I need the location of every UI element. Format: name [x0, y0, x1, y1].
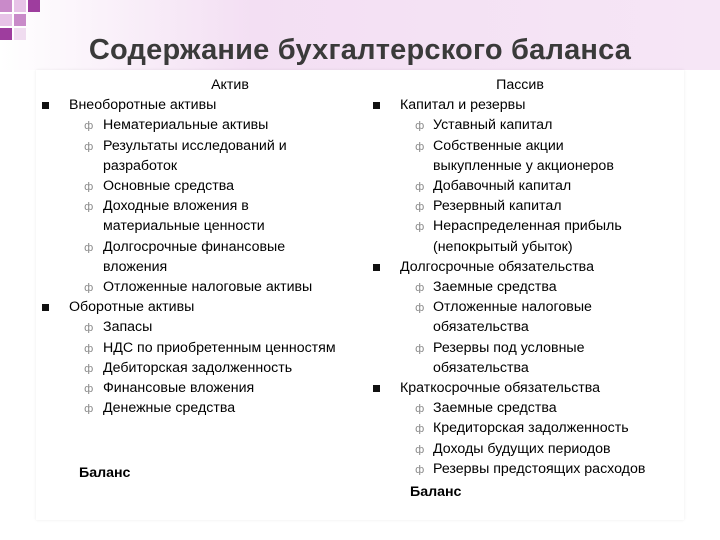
- right-sub-bullet-icon: ф: [415, 422, 425, 436]
- decor-square: [14, 14, 26, 26]
- left-sub-bullet-icon: ф: [84, 119, 94, 133]
- right-group-bullet: [373, 264, 380, 271]
- right-item: Резервы предстоящих расходов: [433, 460, 646, 477]
- left-item: Долгосрочные финансовые: [103, 238, 286, 255]
- right-sub-bullet-icon: ф: [415, 341, 425, 355]
- right-header: Пассив: [496, 77, 544, 93]
- left-sub-bullet-icon: ф: [84, 139, 94, 153]
- right-group-label: Капитал и резервы: [400, 97, 526, 114]
- left-sub-bullet-icon: ф: [84, 200, 94, 214]
- right-item: Отложенные налоговые: [433, 299, 592, 316]
- left-sub-bullet-icon: ф: [84, 240, 94, 254]
- left-item: вложения: [103, 258, 168, 275]
- right-item: Резервы под условные: [433, 339, 585, 356]
- left-item: НДС по приобретенным ценностям: [103, 339, 336, 356]
- left-item: разработок: [103, 157, 178, 174]
- decor-square: [0, 14, 12, 26]
- left-group-label: Внеоборотные активы: [69, 97, 217, 114]
- left-sub-bullet-icon: ф: [84, 180, 94, 193]
- decor-square: [14, 0, 26, 12]
- left-sub-bullet-icon: ф: [84, 402, 94, 416]
- left-item: Финансовые вложения: [103, 380, 255, 396]
- right-sub-bullet-icon: ф: [415, 281, 425, 294]
- left-item: Основные средства: [103, 178, 234, 194]
- right-sub-bullet-icon: ф: [415, 442, 425, 456]
- left-group-bullet: [42, 102, 49, 109]
- right-total: Баланс: [410, 484, 462, 500]
- left-sub-bullet-icon: ф: [84, 382, 94, 395]
- right-item: Добавочный капитал: [433, 178, 572, 194]
- right-item: Собственные акции: [433, 137, 564, 154]
- right-group-bullet: [373, 385, 380, 392]
- left-item: Результаты исследований и: [103, 137, 287, 154]
- left-item: материальные ценности: [103, 218, 265, 235]
- right-item: Заемные средства: [433, 279, 557, 295]
- left-sub-bullet-icon: ф: [84, 321, 94, 335]
- left-item: Денежные средства: [103, 400, 236, 417]
- right-item: Доходы будущих периодов: [433, 440, 611, 457]
- right-item: обязательства: [433, 319, 529, 336]
- left-total: Баланс: [79, 465, 131, 481]
- right-item: Кредиторская задолженность: [433, 420, 629, 437]
- right-sub-bullet-icon: ф: [415, 139, 425, 153]
- decor-square: [0, 0, 12, 12]
- right-item: Резервный капитал: [433, 198, 562, 215]
- right-sub-bullet-icon: ф: [415, 119, 425, 133]
- left-sub-bullet-icon: ф: [84, 341, 94, 355]
- right-group-bullet: [373, 102, 380, 109]
- right-sub-bullet-icon: ф: [415, 402, 425, 416]
- left-sub-bullet-icon: ф: [84, 361, 94, 375]
- right-item: выкупленные у акционеров: [433, 157, 614, 174]
- left-item: Доходные вложения в: [103, 198, 249, 215]
- right-sub-bullet-icon: ф: [415, 301, 425, 315]
- left-header: Актив: [211, 77, 249, 93]
- right-sub-bullet-icon: ф: [415, 462, 425, 476]
- left-sub-bullet-icon: ф: [84, 281, 94, 294]
- left-item: Запасы: [103, 319, 153, 336]
- decor-square: [28, 0, 40, 12]
- right-sub-bullet-icon: ф: [415, 220, 425, 234]
- slide-title: Содержание бухгалтерского баланса: [88, 34, 632, 66]
- right-item: Уставный капитал: [433, 117, 553, 134]
- left-item: Отложенные налоговые активы: [103, 279, 313, 295]
- right-group-label: Долгосрочные обязательства: [400, 258, 594, 275]
- right-group-label: Краткосрочные обязательства: [400, 380, 601, 396]
- right-item: Заемные средства: [433, 400, 557, 417]
- right-item: (непокрытый убыток): [433, 238, 573, 255]
- right-sub-bullet-icon: ф: [415, 180, 425, 193]
- left-group-label: Оборотные активы: [69, 299, 195, 316]
- left-item: Нематериальные активы: [103, 117, 269, 134]
- left-item: Дебиторская задолженность: [103, 359, 293, 376]
- right-item: обязательства: [433, 359, 529, 376]
- right-sub-bullet-icon: ф: [415, 200, 425, 214]
- left-group-bullet: [42, 304, 49, 311]
- right-item: Нераспределенная прибыль: [433, 218, 622, 235]
